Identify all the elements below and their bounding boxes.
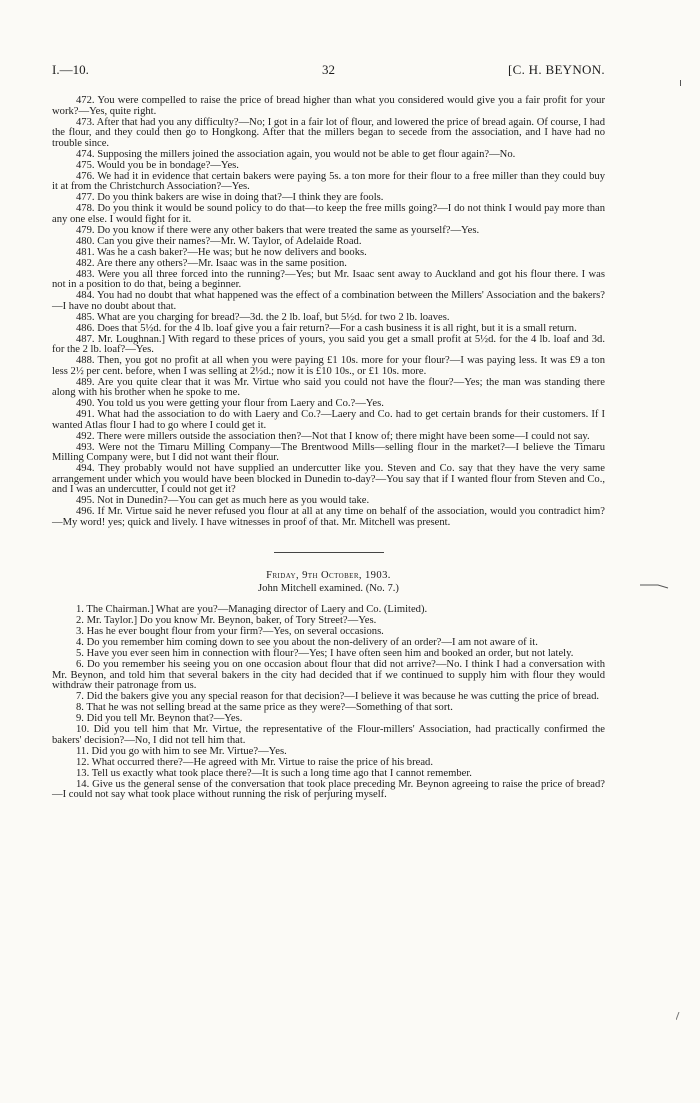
testimony-paragraph: 14. Give us the general sense of the conversation that took place preceding Mr. Beynon agreeing to raise the price of bread?—I could not say what took place without running the risk of perjuring myself.	[52, 778, 605, 800]
testimony-paragraph: 496. If Mr. Virtue said he never refused you flour at all at any time on behalf of the association, would you contradict him?—My word! yes; quick and lively. I have witnesses in proof of that. Mr. Mitchell was present.	[52, 506, 605, 528]
testimony-part-2	[52, 605, 605, 801]
testimony-paragraph: 474. Supposing the millers joined the association again, you would not be able to get flour again?—No.	[76, 148, 516, 160]
testimony-paragraph: 487. Mr. Loughnan.] With regard to these prices of yours, you said you get a small profit at 5½d. for the 4 lb. loaf and 3d. for the 2 lb. loaf?—Yes.	[52, 333, 605, 355]
testimony-paragraph: 4. Do you remember him coming down to see you about the non-delivery of an order?—I am not aware of it.	[76, 637, 538, 648]
testimony-paragraph: 10. Did you tell him that Mr. Virtue, the representative of the Flour-millers' Association, had practically confirmed the bakers' decision?—No, I did not tell him that.	[52, 724, 605, 746]
witness-name-header: [C. H. BEYNON.	[507, 62, 605, 77]
document-body	[52, 96, 605, 801]
testimony-paragraph: 491. What had the association to do with Laery and Co.?—Laery and Co. had to get certain brands for their customers. If I wanted Atlas flour I had to go where I could get it.	[52, 409, 605, 431]
testimony-paragraph: 484. You had no doubt that what happened was the effect of a combination between the Millers' Association and the bakers?—I have no doubt about that.	[52, 290, 605, 312]
testimony-part-1	[52, 96, 605, 528]
document-reference: I.—10.	[52, 62, 89, 77]
testimony-paragraph: 9. Did you tell Mr. Beynon that?—Yes.	[76, 713, 243, 724]
testimony-paragraph: 2. Mr. Taylor.] Do you know Mr. Beynon, baker, of Tory Street?—Yes.	[76, 615, 377, 626]
testimony-paragraph: 478. Do you think it would be sound policy to do that—to keep the free mills going?—I do not think I would pay more than any one else. I would fight for it.	[52, 203, 605, 225]
testimony-paragraph: 486. Does that 5½d. for the 4 lb. loaf give you a fair return?—For a cash business it is all right, but it is a small return.	[76, 322, 577, 334]
testimony-paragraph: 3. Has he ever bought flour from your firm?—Yes, on several occasions.	[76, 626, 384, 637]
testimony-paragraph: 481. Was he a cash baker?—He was; but he now delivers and books.	[76, 246, 367, 258]
margin-mark	[640, 583, 670, 589]
testimony-paragraph: 480. Can you give their names?—Mr. W. Taylor, of Adelaide Road.	[76, 235, 362, 247]
testimony-paragraph: 12. What occurred there?—He agreed with Mr. Virtue to raise the price of his bread.	[76, 756, 433, 768]
page-number: 32	[322, 62, 335, 77]
testimony-paragraph: 476. We had it in evidence that certain bakers were paying 5s. a ton more for their flour to a free miller than they could buy it at from the Christchurch Association?—Yes.	[52, 170, 605, 192]
testimony-paragraph: 490. You told us you were getting your flour from Laery and Co.?—Yes.	[76, 398, 384, 409]
testimony-paragraph: 6. Do you remember his seeing you on one occasion about flour that did not arrive?—No. I think I had a conversation with Mr. Beynon, and told him that several bakers in the city had decided that if we continued to supply him with flour they would withdraw their patronage from us.	[52, 659, 605, 691]
testimony-paragraph: 489. Are you quite clear that it was Mr. Virtue who said you could not have the flour?—Yes; the man was standing there along with his brother when he spoke to me.	[52, 376, 605, 398]
page-header	[52, 62, 605, 80]
testimony-paragraph: 1. The Chairman.] What are you?—Managing director of Laery and Co. (Limited).	[76, 604, 428, 615]
testimony-paragraph: 492. There were millers outside the association then?—Not that I know of; there might have been some—I could not say.	[76, 430, 590, 442]
testimony-paragraph: 477. Do you think bakers are wise in doing that?—I think they are fools.	[76, 192, 384, 203]
session-date: Friday, 9th October, 1903.	[266, 570, 391, 581]
testimony-paragraph: 11. Did you go with him to see Mr. Virtue?—Yes.	[76, 745, 287, 757]
testimony-paragraph: 485. What are you charging for bread?—3d. the 2 lb. loaf, but 5½d. for two 2 lb. loaves.	[76, 311, 450, 323]
testimony-paragraph: 493. Were not the Timaru Milling Company—The Brentwood Mills—selling flour in the market?—I believe the Timaru Milling Company were, but I did not want their flour.	[52, 441, 605, 463]
testimony-paragraph: 7. Did the bakers give you any special reason for that decision?—I believe it was because he was cutting the price of bread.	[76, 691, 600, 702]
witness-heading: John Mitchell examined. (No. 7.)	[258, 583, 399, 594]
testimony-paragraph: 495. Not in Dunedin?—You can get as much here as you would take.	[76, 495, 370, 506]
testimony-paragraph: 475. Would you be in bondage?—Yes.	[76, 159, 239, 171]
testimony-paragraph: 483. Were you all three forced into the running?—Yes; but Mr. Isaac sent away to Auckland and got his flour there. I was not in a position to do that, being a beginner.	[52, 268, 605, 290]
testimony-paragraph: 8. That he was not selling bread at the same price as they were?—Something of that sort.	[76, 702, 453, 713]
testimony-paragraph: 5. Have you ever seen him in connection with flour?—Yes; I have often seen him and booked an order, but not lately.	[76, 648, 574, 659]
margin-mark	[676, 1012, 680, 1020]
testimony-paragraph: 488. Then, you got no profit at all when you were paying £1 10s. more for your flour?—I was paying less. It was £9 a ton less 2½ per cent. before, when I was selling at 2½d.; now it is £10 10s., or £1 10s. more.	[52, 355, 605, 377]
testimony-paragraph: 473. After that had you any difficulty?—No; I got in a fair lot of flour, and lowered the price of bread again. Of course, I had the flour, and they could then go to Hongkong. After that the millers began to secede from the association, and I have had no trouble since.	[52, 116, 605, 149]
testimony-paragraph: 479. Do you know if there were any other bakers that were treated the same as yourself?—Yes.	[76, 224, 480, 236]
testimony-paragraph: 472. You were compelled to raise the price of bread higher than what you considered would give you a fair profit for your work?—Yes, quite right.	[52, 95, 605, 117]
testimony-paragraph: 494. They probably would not have supplied an undercutter like you. Steven and Co. say that they have the very same arrangement under which you would have been blocked in Dunedin to-day?—You say that if I wanted flour from Steven and Co., and I was an undercutter, I could not get it?	[52, 463, 605, 495]
section-divider	[274, 552, 384, 553]
testimony-paragraph: 13. Tell us exactly what took place there?—It is such a long time ago that I cannot remember.	[76, 767, 472, 779]
margin-mark	[680, 80, 681, 86]
testimony-paragraph: 482. Are there any others?—Mr. Isaac was in the same position.	[76, 257, 347, 269]
